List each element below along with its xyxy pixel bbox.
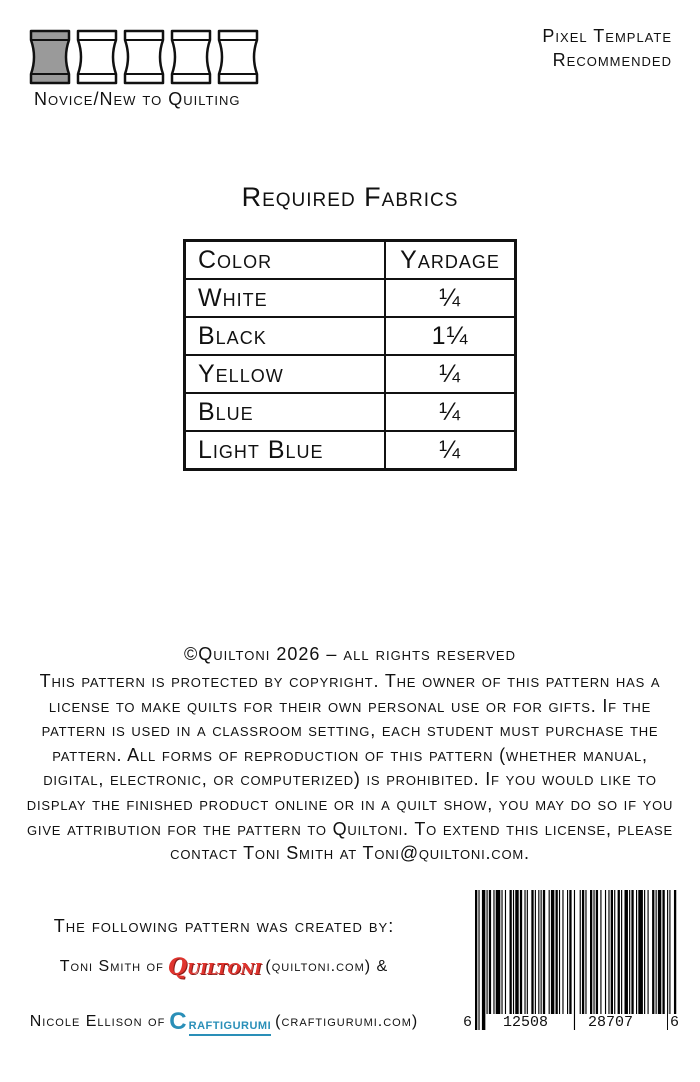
barcode-bar	[590, 890, 592, 1014]
barcode-bar	[501, 890, 502, 1014]
fabric-color-cell: Light Blue	[185, 431, 386, 470]
copyright-line: ©Quiltoni 2026 – all rights reserved	[184, 644, 516, 664]
barcode-bar	[605, 890, 606, 1014]
barcode-bar	[674, 890, 676, 1030]
fabric-row	[185, 355, 516, 393]
barcode-bar	[567, 890, 568, 1014]
barcode-digits	[461, 1014, 683, 1032]
barcode-bar	[520, 890, 522, 1014]
barcode-bar	[556, 890, 558, 1014]
barcode-bar	[549, 890, 550, 1014]
barcode-bar	[493, 890, 494, 1014]
header-color: Color	[185, 241, 386, 280]
barcode-bar	[636, 890, 637, 1014]
fabric-row	[185, 393, 516, 431]
fabric-yardage-cell: ¼	[385, 355, 516, 393]
barcode-bar	[669, 890, 670, 1030]
barcode-bar	[524, 890, 525, 1014]
barcode-bar	[608, 890, 609, 1014]
barcode-bar	[478, 890, 479, 1030]
barcode-bar	[648, 890, 649, 1014]
barcode-bar	[596, 890, 598, 1014]
pixel-template-note	[542, 24, 672, 72]
barcode-bar	[652, 890, 654, 1014]
spool-filled-icon	[31, 31, 69, 83]
barcode-bar	[585, 890, 586, 1014]
barcode-bar	[662, 890, 664, 1014]
barcode-bar	[625, 890, 628, 1014]
fabric-yardage-cell: ¼	[385, 279, 516, 317]
barcode-bar	[629, 890, 630, 1014]
barcode-bar	[531, 890, 533, 1014]
spool-empty-icon	[78, 31, 116, 83]
credit-nicole-name: Nicole Ellison of	[29, 1013, 166, 1030]
barcode-bar	[631, 890, 633, 1014]
barcode-bar	[574, 890, 575, 1030]
barcode-digit-first: 6	[463, 1014, 473, 1031]
barcode-bar	[593, 890, 594, 1014]
fabrics-header-row	[185, 241, 516, 280]
spool-empty-icon	[219, 31, 257, 83]
barcode-bar	[614, 890, 615, 1014]
fabric-yardage-cell: 1¼	[385, 317, 516, 355]
fabric-row	[185, 431, 516, 470]
fabric-color-cell: White	[185, 279, 386, 317]
barcode-bar	[644, 890, 645, 1014]
credit-nicole-site: (craftigurumi.com)	[275, 1013, 419, 1030]
barcode-bar	[482, 890, 485, 1030]
spool-empty-icon	[125, 31, 163, 83]
barcode-group-left: 12508	[503, 1014, 549, 1031]
fabric-color-cell: Black	[185, 317, 386, 355]
credits-heading: The following pattern was created by:	[53, 916, 395, 936]
credit-nicole	[14, 1006, 434, 1038]
credit-toni-name: Toni Smith of	[59, 958, 164, 975]
difficulty-spools	[28, 28, 264, 86]
barcode-bar	[621, 890, 622, 1014]
credit-toni-site: (quiltoni.com) &	[265, 958, 389, 975]
barcode-bar	[475, 890, 477, 1030]
barcode-bar	[551, 890, 554, 1014]
barcode-bar	[569, 890, 571, 1014]
barcode-bar	[611, 890, 613, 1014]
barcode-bar	[541, 890, 542, 1014]
barcode-bar	[515, 890, 518, 1014]
fabric-color-cell: Blue	[185, 393, 386, 431]
copyright-body: This pattern is protected by copyright. The owner of this pattern has a license to make quilts for their own personal use or for gifts. If the pattern is used in a classroom setting, each student must purchase the pattern. All forms of reproduction of this pattern (whether manual, digital, electronic, or computerized) is prohibited. If you would like to display the finished product online or in a quilt show, you may do so if you give attribution for the pattern to Quiltoni. To extend this license, please contact Toni Smith at Toni@quiltoni.com.	[26, 671, 674, 864]
fabric-yardage-cell: ¼	[385, 431, 516, 470]
fabric-color-cell: Yellow	[185, 355, 386, 393]
barcode-bar	[658, 890, 661, 1014]
pixel-note-line1: Pixel Template	[542, 26, 672, 46]
craftigurumi-logo-text: raftigurumi	[189, 1016, 272, 1036]
barcode-digit-last: 6	[670, 1014, 680, 1031]
barcode-bar	[505, 890, 506, 1014]
barcode	[461, 890, 683, 1030]
craftigurumi-logo-initial: C	[169, 1008, 188, 1035]
fabrics-table	[183, 239, 517, 471]
spool-empty-icon	[172, 31, 210, 83]
barcode-bar	[527, 890, 528, 1014]
pixel-note-line2: Recommended	[552, 50, 672, 70]
barcode-bar	[543, 890, 545, 1014]
quiltoni-logo: Quiltoni	[167, 954, 262, 980]
fabric-yardage-cell: ¼	[385, 393, 516, 431]
difficulty-label: Novice/New to Quilting	[34, 89, 241, 109]
fabrics-title: Required Fabrics	[241, 182, 459, 212]
barcode-bar	[618, 890, 620, 1014]
barcode-bar	[510, 890, 512, 1014]
barcode-bar	[487, 890, 488, 1014]
barcode-bar	[538, 890, 539, 1014]
craftigurumi-logo	[169, 1008, 271, 1036]
credit-toni	[22, 951, 426, 983]
header-yardage: Yardage	[385, 241, 516, 280]
barcode-bar	[559, 890, 560, 1014]
barcode-bar	[562, 890, 563, 1014]
fabric-row	[185, 317, 516, 355]
barcode-bar	[489, 890, 491, 1014]
barcode-bar	[638, 890, 643, 1014]
barcode-bar	[582, 890, 584, 1014]
barcode-bar	[535, 890, 536, 1014]
fabric-row	[185, 279, 516, 317]
barcode-bar	[600, 890, 601, 1014]
barcode-bar	[667, 890, 668, 1030]
barcode-bar	[496, 890, 501, 1014]
barcode-bar	[580, 890, 581, 1014]
barcode-group-right: 28707	[588, 1014, 634, 1031]
barcode-bar	[656, 890, 657, 1014]
barcode-bar	[513, 890, 514, 1014]
